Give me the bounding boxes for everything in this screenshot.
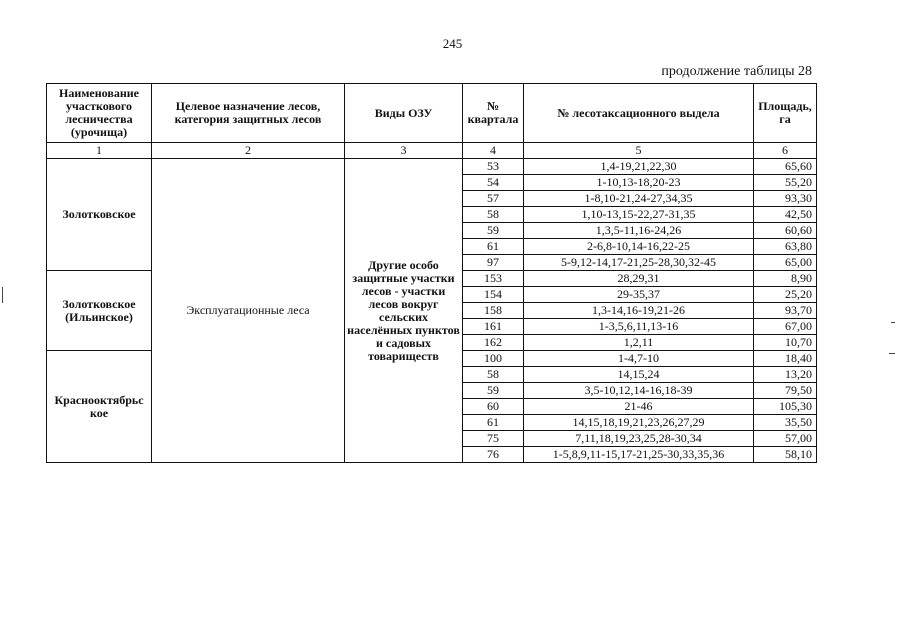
area-cell: 10,70: [754, 335, 817, 351]
plots-cell: 1-5,8,9,11-15,17-21,25-30,33,35,36: [524, 447, 754, 463]
area-cell: 105,30: [754, 399, 817, 415]
quarter-cell: 58: [463, 207, 524, 223]
scan-margin-mark: [891, 322, 895, 323]
column-number: 6: [754, 143, 817, 159]
plots-cell: 1-8,10-21,24-27,34,35: [524, 191, 754, 207]
page-number: 245: [442, 36, 463, 51]
column-number: 5: [524, 143, 754, 159]
forestry-cell: Золотковское: [47, 159, 152, 271]
header-area: Площадь, га: [754, 84, 817, 143]
plots-cell: 3,5-10,12,14-16,18-39: [524, 383, 754, 399]
column-number: 3: [345, 143, 463, 159]
area-cell: 25,20: [754, 287, 817, 303]
quarter-cell: 76: [463, 447, 524, 463]
plots-cell: 1-10,13-18,20-23: [524, 175, 754, 191]
plots-cell: 1,2,11: [524, 335, 754, 351]
quarter-cell: 54: [463, 175, 524, 191]
area-cell: 63,80: [754, 239, 817, 255]
quarter-cell: 59: [463, 383, 524, 399]
forestry-cell: Золотковское (Ильинское): [47, 271, 152, 351]
header-ozu-type: Виды ОЗУ: [345, 84, 463, 143]
quarter-cell: 53: [463, 159, 524, 175]
table-continuation-caption: продолжение таблицы 28: [661, 64, 812, 79]
quarter-cell: 60: [463, 399, 524, 415]
area-cell: 18,40: [754, 351, 817, 367]
column-number: 4: [463, 143, 524, 159]
header-plot: № лесотаксационного выдела: [524, 84, 754, 143]
area-cell: 93,70: [754, 303, 817, 319]
quarter-cell: 153: [463, 271, 524, 287]
plots-cell: 1,4-19,21,22,30: [524, 159, 754, 175]
quarter-cell: 61: [463, 239, 524, 255]
quarter-cell: 158: [463, 303, 524, 319]
area-cell: 8,90: [754, 271, 817, 287]
plots-cell: 1-3,5,6,11,13-16: [524, 319, 754, 335]
column-number: 1: [47, 143, 152, 159]
plots-cell: 1,3,5-11,16-24,26: [524, 223, 754, 239]
header-quarter: № квартала: [463, 84, 524, 143]
quarter-cell: 75: [463, 431, 524, 447]
column-numbers-row: [47, 143, 817, 159]
area-cell: 60,60: [754, 223, 817, 239]
table-row: [47, 159, 817, 175]
quarter-cell: 58: [463, 367, 524, 383]
ozu-type-cell: Другие особо защитные участки лесов - участки лесов вокруг сельских населённых пунктов и садовых товариществ: [345, 159, 463, 463]
quarter-cell: 97: [463, 255, 524, 271]
area-cell: 35,50: [754, 415, 817, 431]
plots-cell: 14,15,24: [524, 367, 754, 383]
plots-cell: 21-46: [524, 399, 754, 415]
header-forestry: Наименование участкового лесничества (урочища): [47, 84, 152, 143]
area-cell: 13,20: [754, 367, 817, 383]
area-cell: 65,00: [754, 255, 817, 271]
column-number: 2: [152, 143, 345, 159]
quarter-cell: 162: [463, 335, 524, 351]
forest-protection-table: [46, 83, 817, 463]
plots-cell: 1-4,7-10: [524, 351, 754, 367]
quarter-cell: 161: [463, 319, 524, 335]
quarter-cell: 154: [463, 287, 524, 303]
area-cell: 67,00: [754, 319, 817, 335]
scan-margin-mark: [2, 287, 3, 303]
area-cell: 79,50: [754, 383, 817, 399]
plots-cell: 2-6,8-10,14-16,22-25: [524, 239, 754, 255]
plots-cell: 29-35,37: [524, 287, 754, 303]
area-cell: 93,30: [754, 191, 817, 207]
quarter-cell: 100: [463, 351, 524, 367]
plots-cell: 7,11,18,19,23,25,28-30,34: [524, 431, 754, 447]
area-cell: 65,60: [754, 159, 817, 175]
quarter-cell: 61: [463, 415, 524, 431]
area-cell: 55,20: [754, 175, 817, 191]
quarter-cell: 59: [463, 223, 524, 239]
plots-cell: 5-9,12-14,17-21,25-28,30,32-45: [524, 255, 754, 271]
purpose-cell: Эксплуатационные леса: [152, 159, 345, 463]
plots-cell: 14,15,18,19,21,23,26,27,29: [524, 415, 754, 431]
quarter-cell: 57: [463, 191, 524, 207]
plots-cell: 1,3-14,16-19,21-26: [524, 303, 754, 319]
forestry-cell: Краснооктябрьс кое: [47, 351, 152, 463]
plots-cell: 1,10-13,15-22,27-31,35: [524, 207, 754, 223]
area-cell: 58,10: [754, 447, 817, 463]
area-cell: 42,50: [754, 207, 817, 223]
area-cell: 57,00: [754, 431, 817, 447]
header-purpose: Целевое назначение лесов, категория защитных лесов: [152, 84, 345, 143]
plots-cell: 28,29,31: [524, 271, 754, 287]
scan-margin-mark: [889, 353, 895, 354]
